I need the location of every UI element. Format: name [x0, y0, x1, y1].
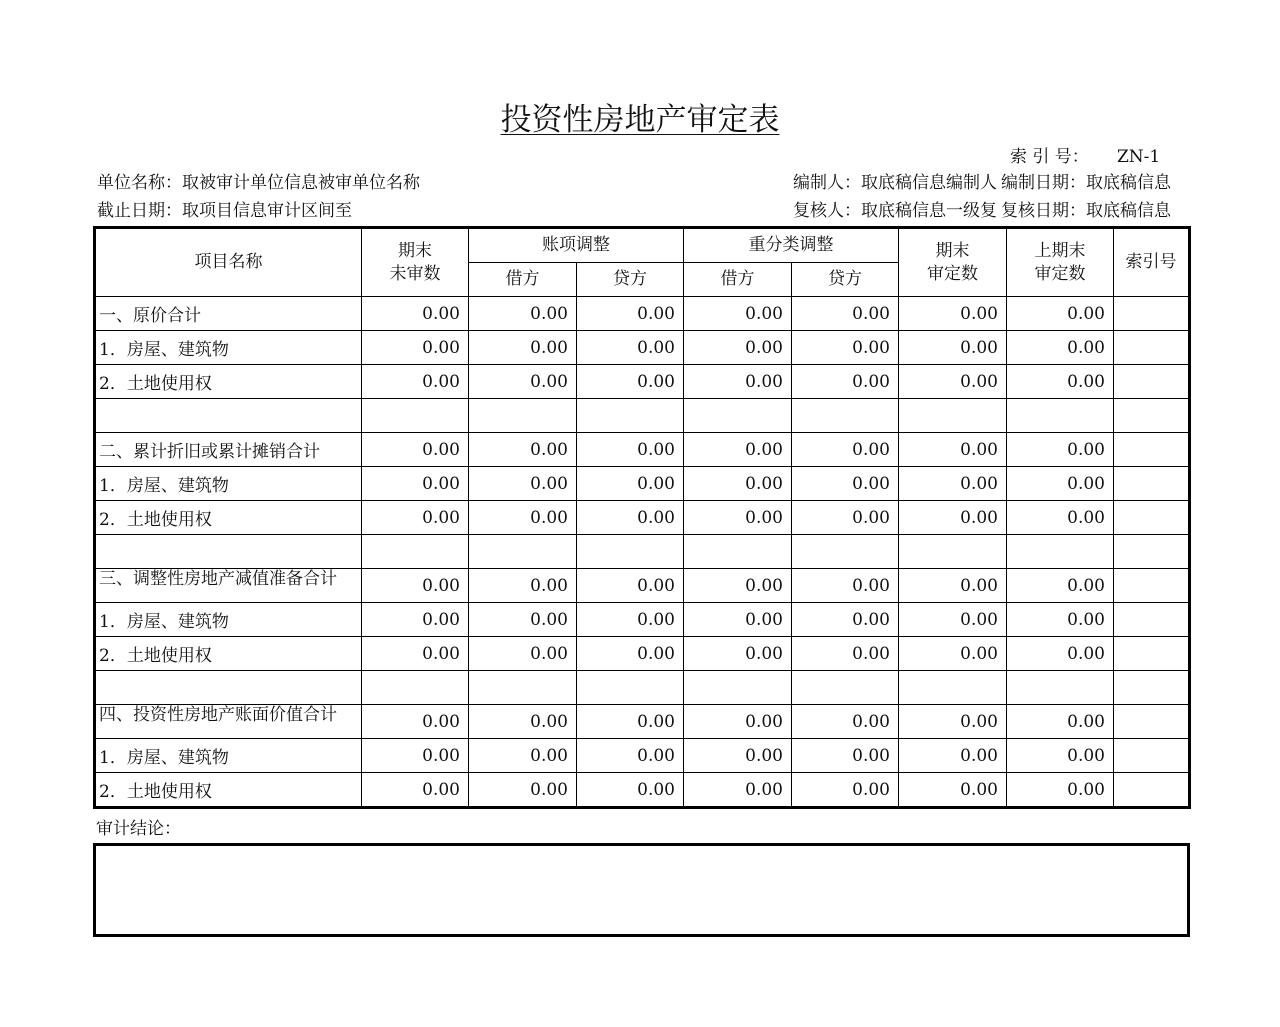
table-row [95, 535, 1190, 569]
reviewer: 复核人：取底稿信息一级复 [793, 201, 997, 221]
row-value-cell: 0.00 [684, 603, 792, 637]
row-ref-cell [1114, 671, 1190, 705]
row-value-cell: 0.00 [577, 773, 684, 808]
row-value-cell: 0.00 [792, 739, 899, 773]
row-value-cell: 0.00 [684, 773, 792, 808]
row-ref-cell [1114, 637, 1190, 671]
row-value-cell: 0.00 [362, 705, 469, 739]
row-value-cell: 0.00 [362, 501, 469, 535]
row-value-cell: 0.00 [792, 637, 899, 671]
row-value-cell: 0.00 [1007, 433, 1114, 467]
row-value-cell: 0.00 [684, 637, 792, 671]
row-value-cell: 0.00 [899, 739, 1007, 773]
row-value-cell: 0.00 [792, 467, 899, 501]
table-row [95, 739, 1190, 773]
row-value-cell: 0.00 [469, 637, 577, 671]
audit-table [93, 226, 1191, 809]
row-item-name: 2．土地使用权 [95, 773, 362, 808]
row-value-cell [899, 671, 1007, 705]
row-value-cell: 0.00 [792, 569, 899, 603]
row-value-cell: 0.00 [362, 569, 469, 603]
row-value-cell: 0.00 [792, 365, 899, 399]
row-ref-cell [1114, 773, 1190, 808]
table-row [95, 773, 1190, 808]
row-value-cell: 0.00 [684, 467, 792, 501]
row-value-cell [469, 535, 577, 569]
row-value-cell: 0.00 [1007, 739, 1114, 773]
row-value-cell: 0.00 [792, 603, 899, 637]
row-ref-cell [1114, 501, 1190, 535]
row-value-cell: 0.00 [792, 433, 899, 467]
row-value-cell: 0.00 [362, 331, 469, 365]
cutoff-date: 截止日期：取项目信息审计区间至 [97, 201, 352, 221]
table-row [95, 365, 1190, 399]
unit-name: 单位名称：取被审计单位信息被审单位名称 [97, 173, 420, 193]
header-unaudited: 期末 未审数 [362, 228, 469, 297]
review-date: 复核日期：取底稿信息 [1001, 201, 1171, 221]
header-ref: 索引号 [1114, 228, 1190, 297]
row-item-name: 1．房屋、建筑物 [95, 739, 362, 773]
row-item-name: 二、累计折旧或累计摊销合计 [95, 433, 362, 467]
row-value-cell: 0.00 [684, 365, 792, 399]
row-value-cell: 0.00 [577, 569, 684, 603]
row-value-cell: 0.00 [469, 365, 577, 399]
row-value-cell: 0.00 [792, 297, 899, 331]
row-ref-cell [1114, 467, 1190, 501]
row-value-cell: 0.00 [362, 637, 469, 671]
row-value-cell: 0.00 [577, 433, 684, 467]
row-value-cell: 0.00 [899, 705, 1007, 739]
row-value-cell: 0.00 [577, 331, 684, 365]
header-reclass-adjustment: 重分类调整 [684, 228, 899, 263]
row-value-cell: 0.00 [362, 297, 469, 331]
conclusion-box[interactable] [93, 843, 1190, 937]
table-row [95, 569, 1190, 603]
row-value-cell [469, 671, 577, 705]
table-row [95, 297, 1190, 331]
row-value-cell: 0.00 [684, 705, 792, 739]
row-ref-cell [1114, 297, 1190, 331]
row-item-name: 1．房屋、建筑物 [95, 331, 362, 365]
row-value-cell: 0.00 [469, 501, 577, 535]
header-account-adjustment: 账项调整 [469, 228, 684, 263]
row-ref-cell [1114, 365, 1190, 399]
row-value-cell: 0.00 [1007, 603, 1114, 637]
row-value-cell [684, 671, 792, 705]
row-value-cell [684, 535, 792, 569]
row-value-cell: 0.00 [362, 739, 469, 773]
row-value-cell: 0.00 [1007, 365, 1114, 399]
header-item: 项目名称 [95, 228, 362, 297]
row-value-cell: 0.00 [577, 501, 684, 535]
row-value-cell: 0.00 [899, 569, 1007, 603]
row-value-cell [577, 671, 684, 705]
page-title: 投资性房地产审定表 [500, 102, 780, 138]
row-value-cell: 0.00 [684, 331, 792, 365]
conclusion-label: 审计结论： [96, 819, 181, 839]
table-row [95, 705, 1190, 739]
row-value-cell: 0.00 [792, 773, 899, 808]
row-value-cell: 0.00 [899, 467, 1007, 501]
row-value-cell: 0.00 [899, 365, 1007, 399]
table-row [95, 501, 1190, 535]
row-item-name [95, 399, 362, 433]
row-value-cell: 0.00 [469, 331, 577, 365]
row-value-cell [362, 671, 469, 705]
row-value-cell: 0.00 [362, 433, 469, 467]
row-value-cell: 0.00 [684, 739, 792, 773]
row-value-cell: 0.00 [899, 603, 1007, 637]
row-value-cell: 0.00 [792, 331, 899, 365]
prepare-date: 编制日期：取底稿信息 [1001, 173, 1171, 193]
row-item-name: 1．房屋、建筑物 [95, 467, 362, 501]
row-value-cell: 0.00 [899, 501, 1007, 535]
row-value-cell: 0.00 [577, 637, 684, 671]
preparer: 编制人：取底稿信息编制人 [793, 173, 997, 193]
row-item-name: 四、投资性房地产账面价值合计 [95, 705, 362, 739]
table-row [95, 331, 1190, 365]
row-value-cell: 0.00 [792, 705, 899, 739]
row-value-cell: 0.00 [899, 297, 1007, 331]
row-value-cell: 0.00 [577, 739, 684, 773]
row-value-cell: 0.00 [899, 773, 1007, 808]
row-value-cell: 0.00 [899, 331, 1007, 365]
row-item-name: 三、调整性房地产减值准备合计 [95, 569, 362, 603]
row-value-cell [684, 399, 792, 433]
row-value-cell: 0.00 [1007, 467, 1114, 501]
row-value-cell: 0.00 [469, 603, 577, 637]
row-value-cell: 0.00 [469, 569, 577, 603]
row-ref-cell [1114, 603, 1190, 637]
row-value-cell [792, 671, 899, 705]
row-value-cell: 0.00 [577, 297, 684, 331]
row-ref-cell [1114, 705, 1190, 739]
row-ref-cell [1114, 739, 1190, 773]
row-item-name: 1．房屋、建筑物 [95, 603, 362, 637]
row-item-name: 2．土地使用权 [95, 365, 362, 399]
row-value-cell: 0.00 [577, 365, 684, 399]
table-row [95, 399, 1190, 433]
row-value-cell [899, 535, 1007, 569]
row-value-cell: 0.00 [1007, 773, 1114, 808]
row-ref-cell [1114, 569, 1190, 603]
row-value-cell: 0.00 [362, 603, 469, 637]
row-value-cell [469, 399, 577, 433]
row-value-cell: 0.00 [1007, 569, 1114, 603]
row-value-cell [362, 535, 469, 569]
row-item-name [95, 671, 362, 705]
row-value-cell: 0.00 [1007, 501, 1114, 535]
row-ref-cell [1114, 535, 1190, 569]
row-value-cell: 0.00 [469, 467, 577, 501]
table-body [95, 297, 1190, 808]
row-value-cell: 0.00 [1007, 331, 1114, 365]
header-audited: 期末 审定数 [899, 228, 1007, 297]
table-row [95, 467, 1190, 501]
row-value-cell: 0.00 [577, 603, 684, 637]
index-value: ZN-1 [1117, 147, 1161, 167]
header-credit: 贷方 [577, 263, 684, 297]
row-value-cell: 0.00 [792, 501, 899, 535]
header-prior-audited: 上期末 审定数 [1007, 228, 1114, 297]
index-label: 索 引 号： [1010, 147, 1089, 167]
table-row [95, 433, 1190, 467]
row-item-name: 一、原价合计 [95, 297, 362, 331]
row-value-cell: 0.00 [684, 433, 792, 467]
row-value-cell [899, 399, 1007, 433]
row-ref-cell [1114, 399, 1190, 433]
row-value-cell: 0.00 [1007, 297, 1114, 331]
row-value-cell: 0.00 [469, 705, 577, 739]
row-value-cell: 0.00 [469, 433, 577, 467]
row-value-cell [1007, 399, 1114, 433]
row-value-cell: 0.00 [577, 467, 684, 501]
row-value-cell [1007, 671, 1114, 705]
row-value-cell: 0.00 [469, 739, 577, 773]
row-ref-cell [1114, 433, 1190, 467]
row-value-cell: 0.00 [469, 773, 577, 808]
row-value-cell: 0.00 [469, 297, 577, 331]
row-value-cell: 0.00 [899, 433, 1007, 467]
row-value-cell: 0.00 [684, 297, 792, 331]
header-debit: 借方 [684, 263, 792, 297]
row-value-cell [1007, 535, 1114, 569]
row-value-cell [362, 399, 469, 433]
row-item-name [95, 535, 362, 569]
row-item-name: 2．土地使用权 [95, 501, 362, 535]
table-row [95, 603, 1190, 637]
row-value-cell: 0.00 [1007, 637, 1114, 671]
row-value-cell [577, 535, 684, 569]
row-value-cell: 0.00 [684, 569, 792, 603]
row-value-cell: 0.00 [577, 705, 684, 739]
table-row [95, 671, 1190, 705]
row-ref-cell [1114, 331, 1190, 365]
row-item-name: 2．土地使用权 [95, 637, 362, 671]
row-value-cell: 0.00 [899, 637, 1007, 671]
row-value-cell [577, 399, 684, 433]
row-value-cell: 0.00 [362, 365, 469, 399]
header-debit: 借方 [469, 263, 577, 297]
row-value-cell: 0.00 [362, 467, 469, 501]
header-credit: 贷方 [792, 263, 899, 297]
row-value-cell: 0.00 [1007, 705, 1114, 739]
row-value-cell: 0.00 [362, 773, 469, 808]
table-row [95, 637, 1190, 671]
row-value-cell [792, 399, 899, 433]
row-value-cell: 0.00 [684, 501, 792, 535]
row-value-cell [792, 535, 899, 569]
